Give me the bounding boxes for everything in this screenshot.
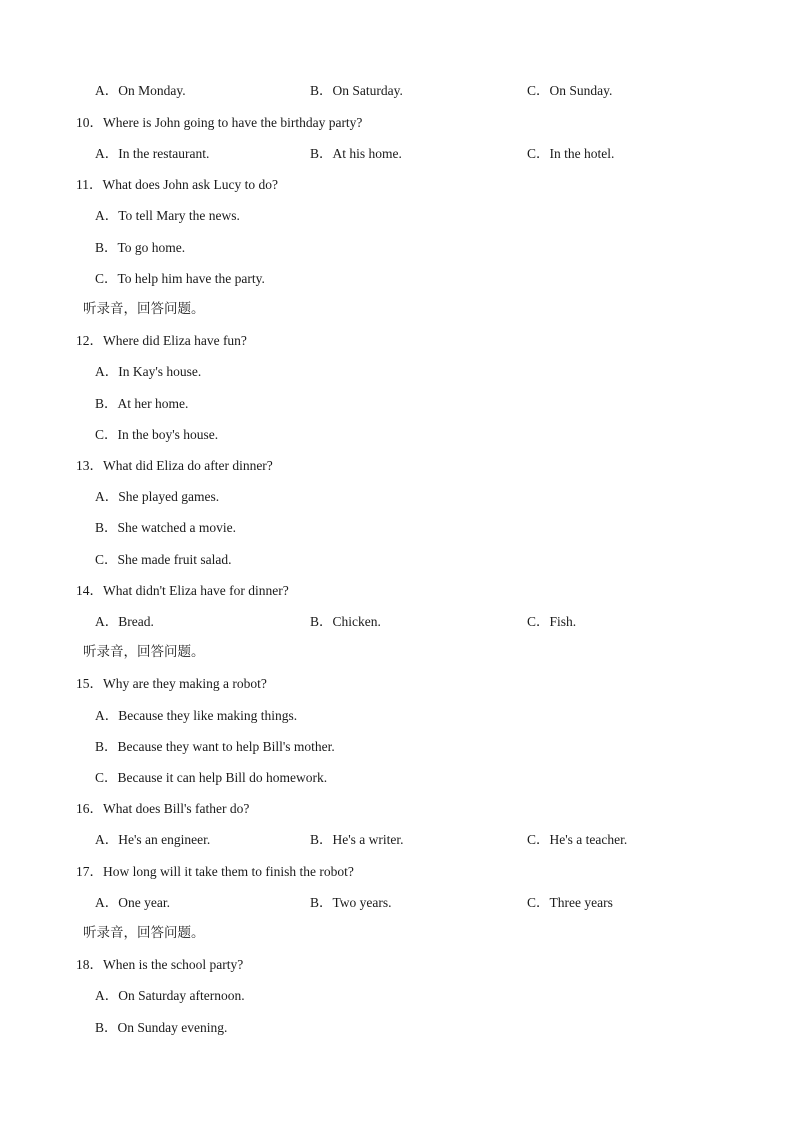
q17-option-b: B．Two years. (310, 895, 392, 910)
q13-question: 13．What did Eliza do after dinner? (76, 458, 273, 473)
q18-option-b: B．On Sunday evening. (95, 1020, 228, 1035)
q13-option-a: A．She played games. (95, 489, 220, 504)
q11-option-a: A．To tell Mary the news. (95, 208, 240, 223)
q16-option-c: C．He's a teacher. (527, 832, 628, 847)
q13-option-b: B．She watched a movie. (95, 520, 236, 535)
q10-option-b: B．At his home. (310, 146, 402, 161)
q15-option-a: A．Because they like making things. (95, 708, 298, 723)
q10-option-c: C．In the hotel. (527, 146, 615, 161)
q14-option-b: B．Chicken. (310, 614, 381, 629)
q10-option-a: A．In the restaurant. (95, 146, 210, 161)
q14-question: 14．What didn't Eliza have for dinner? (76, 583, 289, 598)
q14-options (95, 613, 715, 631)
q14-option-a: A．Bread. (95, 614, 154, 629)
section-instruction-3: 听录音，回答问题。 (83, 925, 205, 941)
q16-option-b: B．He's a writer. (310, 832, 404, 847)
q17-option-c: C．Three years (527, 895, 613, 910)
q16-options (95, 831, 715, 849)
q11-option-b: B．To go home. (95, 240, 186, 255)
q18-question: 18．When is the school party? (76, 957, 244, 972)
q9-options (95, 82, 715, 100)
q10-options (95, 145, 715, 163)
q15-question: 15．Why are they making a robot? (76, 676, 267, 691)
q17-option-a: A．One year. (95, 895, 170, 910)
q9-option-c: C．On Sunday. (527, 83, 613, 98)
q16-option-a: A．He's an engineer. (95, 832, 211, 847)
q12-option-a: A．In Kay's house. (95, 364, 202, 379)
q11-question: 11．What does John ask Lucy to do? (76, 177, 278, 192)
q15-option-c: C．Because it can help Bill do homework. (95, 770, 328, 785)
q9-option-a: A．On Monday. (95, 83, 186, 98)
q9-option-b: B．On Saturday. (310, 83, 403, 98)
q12-question: 12．Where did Eliza have fun? (76, 333, 247, 348)
q13-option-c: C．She made fruit salad. (95, 552, 232, 567)
q14-option-c: C．Fish. (527, 614, 577, 629)
q12-option-b: B．At her home. (95, 396, 189, 411)
section-instruction-1: 听录音，回答问题。 (83, 301, 205, 317)
q11-option-c: C．To help him have the party. (95, 271, 265, 286)
q18-option-a: A．On Saturday afternoon. (95, 988, 245, 1003)
q10-question: 10．Where is John going to have the birthday party? (76, 115, 363, 130)
q15-option-b: B．Because they want to help Bill's mother. (95, 739, 335, 754)
q17-question: 17．How long will it take them to finish the robot? (76, 864, 354, 879)
q12-option-c: C．In the boy's house. (95, 427, 219, 442)
q17-options (95, 894, 715, 912)
section-instruction-2: 听录音，回答问题。 (83, 644, 205, 660)
q16-question: 16．What does Bill's father do? (76, 801, 250, 816)
